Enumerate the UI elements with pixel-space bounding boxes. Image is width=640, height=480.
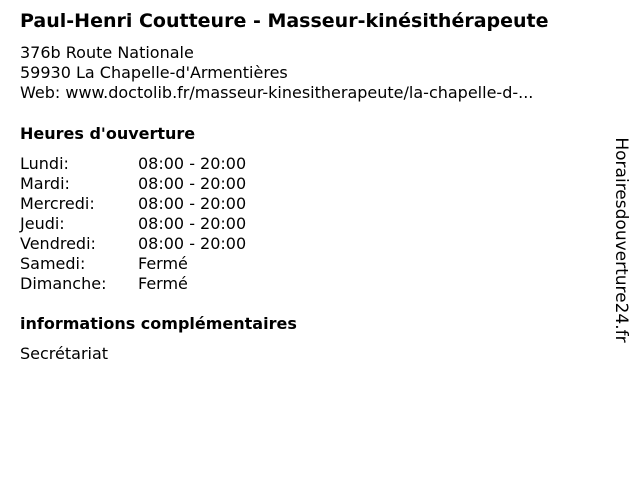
time-value: Fermé xyxy=(138,254,188,273)
time-value: Fermé xyxy=(138,274,188,293)
hours-table xyxy=(20,154,246,294)
side-brand-text: Horairesdouverture24.fr xyxy=(611,137,631,343)
hours-row-mardi xyxy=(20,174,246,194)
hours-row-lundi xyxy=(20,154,246,174)
address-street: 376b Route Nationale xyxy=(20,43,194,62)
address-block xyxy=(20,43,533,103)
address-city: 59930 La Chapelle-d'Armentières xyxy=(20,63,288,82)
day-label: Jeudi: xyxy=(20,214,65,233)
day-label: Dimanche: xyxy=(20,274,107,293)
day-label: Samedi: xyxy=(20,254,86,273)
hours-row-samedi xyxy=(20,254,246,274)
time-value: 08:00 - 20:00 xyxy=(138,194,247,213)
info-heading: informations complémentaires xyxy=(20,314,297,333)
time-value: 08:00 - 20:00 xyxy=(138,154,247,173)
hours-row-vendredi xyxy=(20,234,246,254)
hours-row-dimanche xyxy=(20,274,246,294)
day-label: Mardi: xyxy=(20,174,70,193)
page-title: Paul-Henri Coutteure - Masseur-kinésithérapeute xyxy=(20,10,549,32)
time-value: 08:00 - 20:00 xyxy=(138,174,247,193)
hours-heading: Heures d'ouverture xyxy=(20,124,196,143)
day-label: Mercredi: xyxy=(20,194,95,213)
hours-row-jeudi xyxy=(20,214,246,234)
day-label: Lundi: xyxy=(20,154,69,173)
hours-row-mercredi xyxy=(20,194,246,214)
time-value: 08:00 - 20:00 xyxy=(138,234,247,253)
day-label: Vendredi: xyxy=(20,234,96,253)
info-text: Secrétariat xyxy=(20,344,109,363)
time-value: 08:00 - 20:00 xyxy=(138,214,247,233)
website-line: Web: www.doctolib.fr/masseur-kinesitherapeute/la-chapelle-d-... xyxy=(20,83,534,102)
